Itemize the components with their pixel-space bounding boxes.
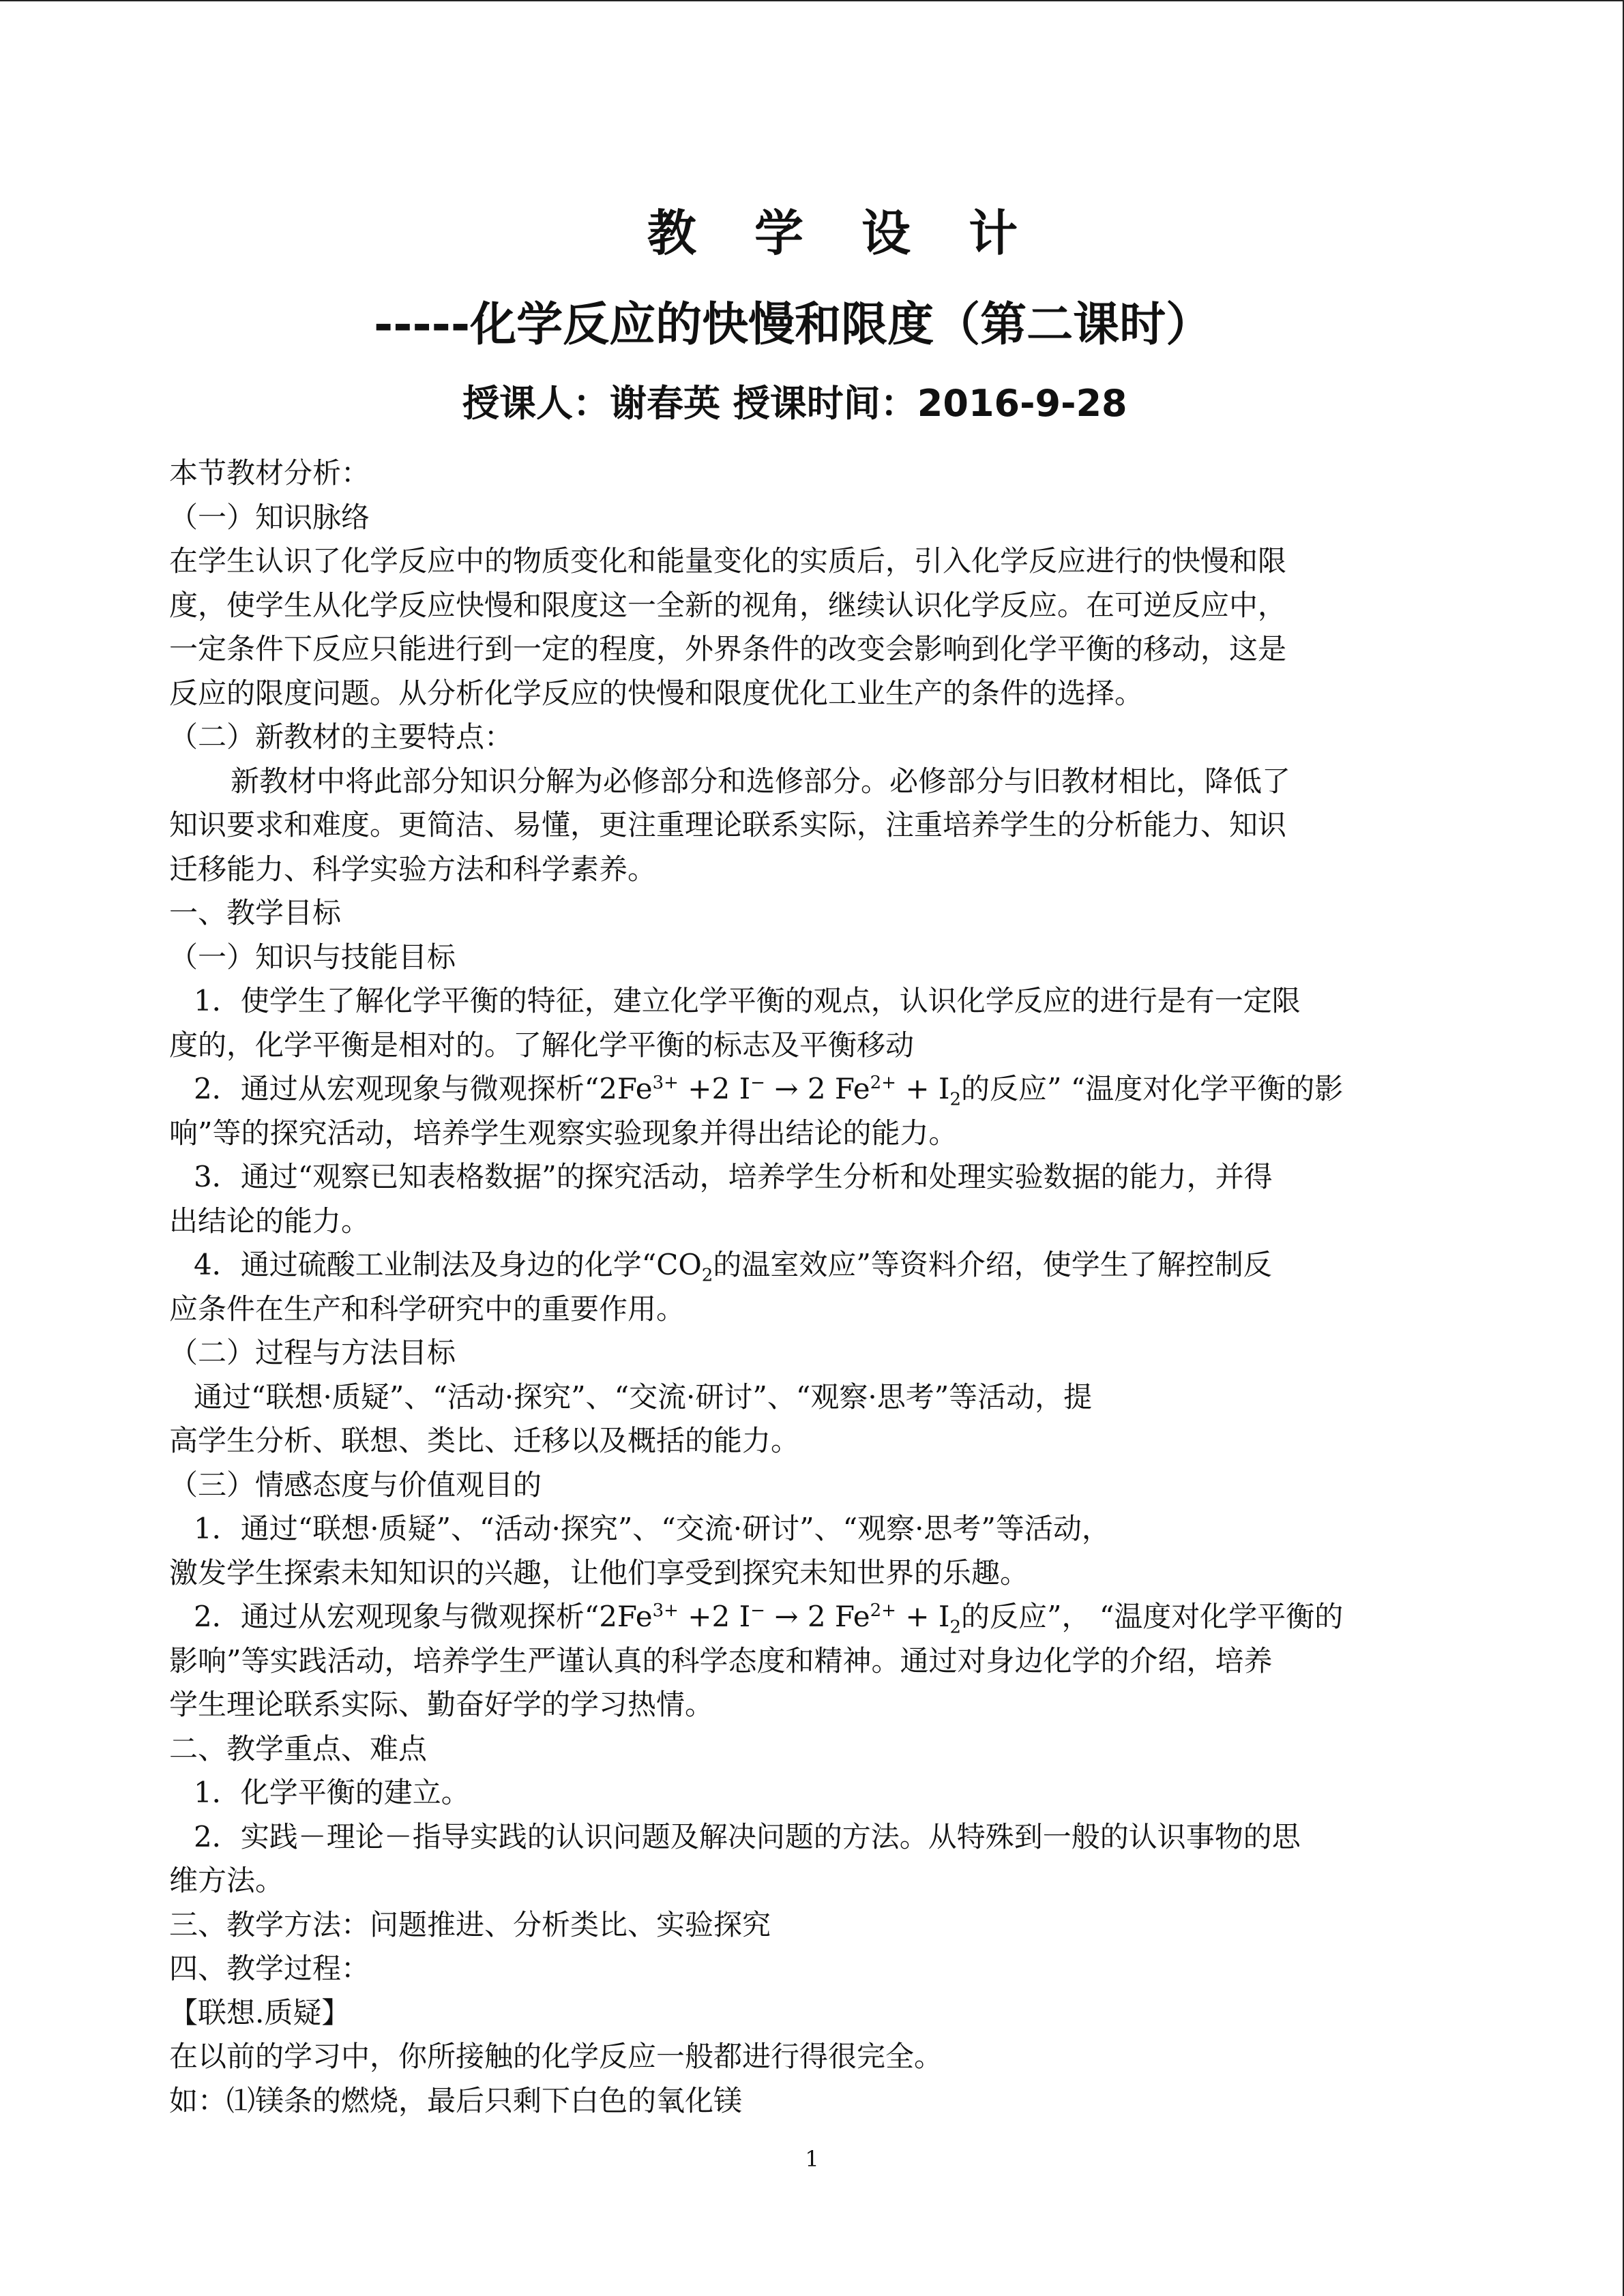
text-line: 四、教学过程： (169, 1952, 370, 1985)
text-line: 高学生分析、联想、类比、迁移以及概括的能力。 (169, 1424, 800, 1457)
text-line: 反应的限度问题。从分析化学反应的快慢和限度优化工业生产的条件的选择。 (169, 676, 1144, 710)
text-line: 如：⑴镁条的燃烧，最后只剩下白色的氧化镁 (169, 2083, 743, 2117)
text-line: 【联想.质疑】 (169, 1995, 351, 2029)
text-line: 影响”等实践活动，培养学生严谨认真的科学态度和精神。通过对身边化学的介绍，培养 (169, 1643, 1273, 1678)
text-line: （二）过程与方法目标 (169, 1336, 456, 1369)
teacher-line: 授课人：谢春英 授课时间：2016-9-28 (462, 382, 1127, 425)
page-number: 1 (805, 2146, 819, 2172)
text-line: 在学生认识了化学反应中的物质变化和能量变化的实质后，引入化学反应进行的快慢和限 (169, 544, 1287, 578)
co2-line: 4．通过硫酸工业制法及身边的化学“$CO_2$的温室效应”等资料介绍，使学生了解控制反 (194, 1248, 1272, 1286)
text-line: 一、教学目标 (169, 896, 342, 929)
text-line: 一定条件下反应只能进行到一定的程度，外界条件的改变会影响到化学平衡的移动，这是 (169, 632, 1287, 666)
text-line: 三、教学方法：问题推进、分析类比、实验探究 (169, 1907, 771, 1941)
text-line: 3．通过“观察已知表格数据”的探究活动，培养学生分析和处理实验数据的能力，并得 (194, 1160, 1273, 1193)
text-line: 知识要求和难度。更简洁、易懂，更注重理论联系实际，注重培养学生的分析能力、知识 (169, 808, 1287, 841)
text-line: （一）知识脉络 (169, 500, 370, 534)
text-line: 迁移能力、科学实验方法和科学素养。 (169, 852, 657, 886)
page-content (169, 199, 1489, 2123)
text-line: 2．实践－理论－指导实践的认识问题及解决问题的方法。从特殊到一般的认识事物的思 (194, 1819, 1301, 1853)
text-line: 通过“联想·质疑”、“活动·探究”、“交流·研讨”、“观察·思考”等活动，提 (194, 1380, 1093, 1414)
doc-subtitle: -----化学反应的快慢和限度（第二课时） (374, 298, 1213, 352)
text-line: 在以前的学习中，你所接触的化学反应一般都进行得很完全。 (169, 2040, 943, 2073)
text-line: 学生理论联系实际、勤奋好学的学习热情。 (169, 1688, 714, 1721)
text-line: 1．化学平衡的建立。 (194, 1776, 470, 1809)
doc-title: 教 学 设 计 (647, 205, 1039, 262)
text-line: 度的，化学平衡是相对的。了解化学平衡的标志及平衡移动 (169, 1028, 915, 1062)
text-line: 新教材中将此部分知识分解为必修部分和选修部分。必修部分与旧教材相比，降低了 (231, 764, 1291, 798)
text-line: 响”等的探究活动，培养学生观察实验现象并得出结论的能力。 (169, 1116, 958, 1150)
text-line: 维方法。 (169, 1864, 284, 1897)
text-line: 1．通过“联想·质疑”、“活动·探究”、“交流·研讨”、“观察·思考”等活动， (194, 1512, 1110, 1545)
text-line: 1．使学生了解化学平衡的特征，建立化学平衡的观点，认识化学反应的进行是有一定限 (194, 984, 1301, 1017)
text-line: （一）知识与技能目标 (169, 940, 456, 974)
text-line: 出结论的能力。 (169, 1204, 370, 1238)
text-line: （二）新教材的主要特点： (169, 720, 514, 754)
text-line: 激发学生探索未知知识的兴趣，让他们享受到探究未知世界的乐趣。 (169, 1555, 1029, 1590)
text-line: 应条件在生产和科学研究中的重要作用。 (169, 1292, 685, 1326)
text-line: 本节教材分析： (169, 456, 370, 490)
equation-line: 2．通过从宏观现象与微观探析“$2Fe^{3+} +2$ I− → 2 $Fe^{2+} + I_2$的反应”， “温度对化学平衡的 (194, 1600, 1344, 1638)
text-line: 二、教学重点、难点 (169, 1731, 428, 1765)
equation-line: 2．通过从宏观现象与微观探析“$2Fe^{3+} +2$ I− → 2 $Fe^{2+} + I_2$的反应” “温度对化学平衡的影 (194, 1072, 1344, 1110)
text-line: 度，使学生从化学反应快慢和限度这一全新的视角，继续认识化学反应。在可逆反应中， (169, 588, 1287, 622)
text-line: （三）情感态度与价值观目的 (169, 1467, 542, 1502)
